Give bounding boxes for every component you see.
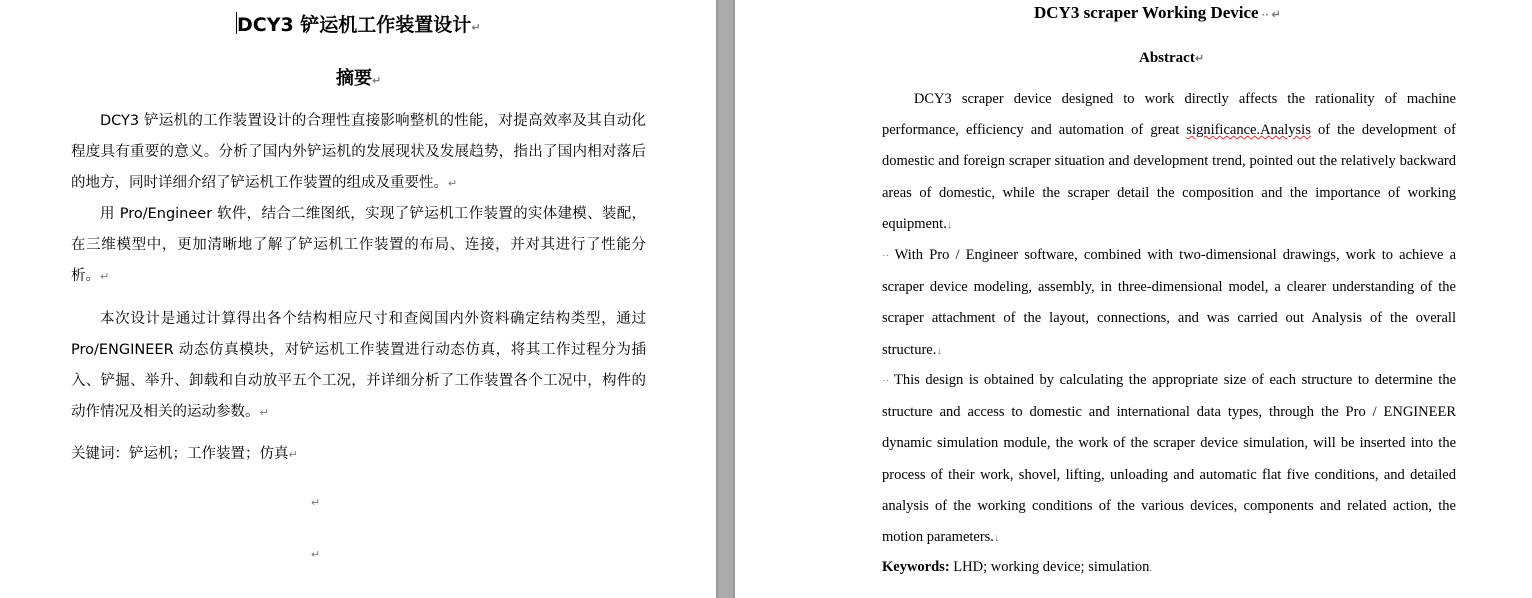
spellcheck-flagged-word[interactable]: significance.Analysis <box>1186 122 1311 139</box>
line-break-mark-icon: ↓ <box>946 218 953 231</box>
english-title[interactable]: DCY3 scraper Working Device ·· ↵ <box>1034 3 1281 22</box>
chinese-abstract-paragraph-3[interactable]: 本次设计是通过计算得出各个结构相应尺寸和查阅国内外资料确定结构类型，通过 Pro/ENGINEER 动态仿真模块，对铲运机工作装置进行动态仿真，将其工作过程分为插入、铲掘、举升、卸载和自动放平五个工况，并详细分析了工作装置各个工况中，构件的动作情况及相关的运动参数。↵ <box>71 311 646 420</box>
chinese-abstract-heading[interactable]: 摘要↵ <box>336 68 382 89</box>
space-mark-icon: ·· <box>882 250 895 262</box>
paragraph-mark-icon: ↵ <box>100 270 110 283</box>
paragraph-mark-icon: ↵ <box>372 74 382 87</box>
english-abstract-paragraph-3[interactable]: ·· This design is obtained by calculating the appropriate size of each structure to determine the structure and access to domestic and international data types, through the Pro / ENGINEER dynamic simulation module, the work of the scraper device simulation, will be inserted into the process of their work, shovel, lifting, unloading and automatic flat five conditions, and detailed analysis of the working conditions of the various devices, components and related action, the motion parameters.↓ <box>882 372 1457 546</box>
paragraph-mark-icon: ↵ <box>471 21 481 34</box>
space-mark-icon: . <box>1149 562 1153 574</box>
english-abstract-paragraph-1[interactable]: DCY3 scraper device designed to work directly affects the rationality of machine performance, efficiency and automation of great significance.Analysis of the development of domestic and foreign scraper situation and development trend, pointed out the relatively backward areas of domestic, while the scraper detail the composition and the importance of working equipment.↓ <box>882 91 1457 232</box>
paragraph-mark-icon: ↵ <box>1194 53 1205 65</box>
english-keywords[interactable] <box>882 559 1152 576</box>
line-break-mark-icon: ↓ <box>993 532 1000 545</box>
empty-paragraph-mark-icon: ↵ <box>311 549 321 561</box>
space-mark-icon: ·· <box>882 375 895 387</box>
chinese-abstract-paragraph-1[interactable]: DCY3 铲运机的工作装置设计的合理性直接影响整机的性能，对提高效率及其自动化程度具有重要的意义。分析了国内外铲运机的发展现状及发展趋势，指出了国内相对落后的地方，同时详细介绍了铲运机工作装置的组成及重要性。↵ <box>71 113 646 191</box>
keywords-value: LHD; working device; simulation <box>949 559 1150 575</box>
page-gutter-left-edge <box>716 0 718 598</box>
english-abstract-heading[interactable]: Abstract↵ <box>1139 50 1205 66</box>
english-abstract-paragraph-2[interactable]: ·· With Pro / Engineer software, combined with two-dimensional drawings, work to achieve a scraper device modeling, assembly, in three-dimensional model, a clearer understanding of the scraper attachment of the layout, connections, and was carried out Analysis of the overall structure.↓ <box>882 247 1457 358</box>
empty-paragraph-mark-icon: ↵ <box>311 497 321 509</box>
paragraph-mark-icon: ↵ <box>448 177 458 190</box>
keywords-label: Keywords: <box>882 559 950 575</box>
line-break-mark-icon: ↓ <box>936 344 942 357</box>
chinese-abstract-paragraph-2[interactable]: 用 Pro/Engineer 软件，结合二维图纸，实现了铲运机工作装置的实体建模、装配，在三维模型中，更加清晰地了解了铲运机工作装置的布局、连接，并对其进行了性能分析。↵ <box>71 206 646 284</box>
chinese-title[interactable]: DCY3 铲运机工作装置设计↵ <box>237 14 481 36</box>
paragraph-mark-icon: ↵ <box>288 448 298 461</box>
chinese-keywords[interactable]: 关键词：铲运机；工作装置；仿真↵ <box>71 446 298 462</box>
paragraph-mark-icon: ·· ↵ <box>1258 9 1281 21</box>
paragraph-mark-icon: ↵ <box>259 406 269 419</box>
